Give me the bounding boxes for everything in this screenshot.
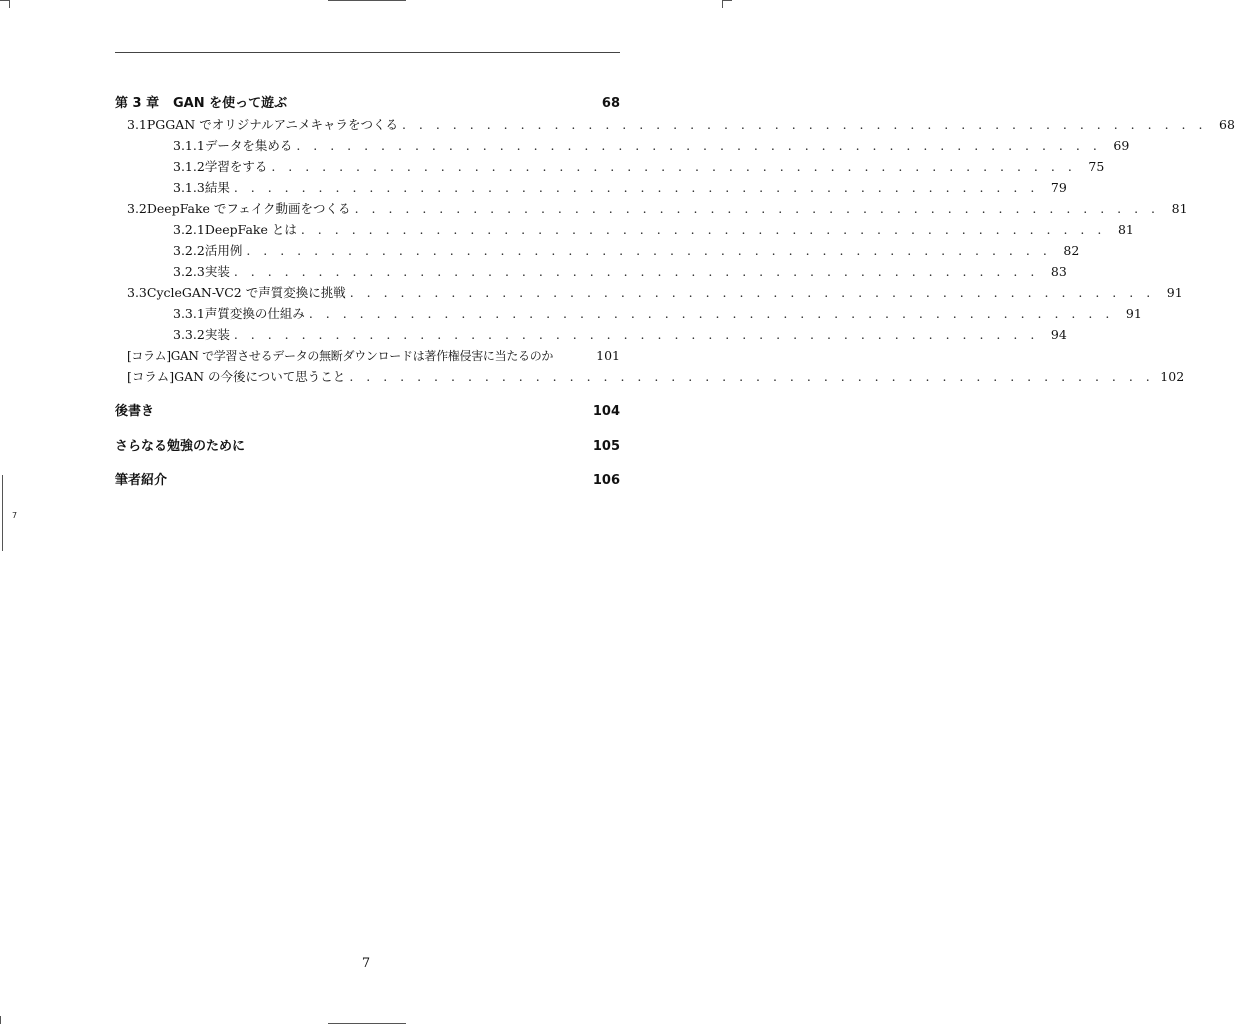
toc-subsection-3-2-1[interactable] (115, 220, 1134, 240)
section-number: 3.2 (127, 201, 147, 216)
subsection-page: 79 (1050, 180, 1067, 195)
subsection-number: 3.2.1 (173, 222, 205, 237)
toc-subsection-3-3-1[interactable] (115, 304, 1142, 324)
toc-section-3-2[interactable] (115, 199, 1188, 219)
leader-dots: . . . . . . . . . . . . . . . . . . . . . . . . . . . . . . . . . . . . . . . . . . . . . . . . (300, 222, 1106, 237)
leader-dots: . . . . . . . . . . . . . . . . . . . . . . . . . . . . . . . . . . . . . . . . . . . . . . . . (233, 180, 1039, 195)
toc-column-2[interactable] (115, 367, 1185, 387)
subsection-page: 69 (1113, 138, 1130, 153)
crop-mark-top-right-v (722, 0, 723, 8)
section-page: 81 (1171, 201, 1188, 216)
leader-dots: . . . . . . . . . . . . . . . . . . . . . . . . . . . . . . . . . . . . . . . . . . . . . . . . (308, 306, 1114, 321)
back-matter-title: 後書き (115, 404, 155, 419)
leader-dots: . . . . . . . . . . . . . . . . . . . . . . . . . . . . . . . . . . . . . . . . . . . . . . . . (354, 201, 1160, 216)
subsection-title: DeepFake とは (204, 222, 297, 237)
crop-mark-bottom-left (0, 1016, 1, 1024)
toc-chapter-3[interactable] (115, 94, 620, 114)
toc-subsection-3-1-1[interactable] (115, 136, 1130, 156)
toc-subsection-3-1-2[interactable] (115, 157, 1105, 177)
leader-dots: . . . . . . . . . . . . . . . . . . . . . . . . . . . . . . . . . . . . . . . . . . . . . . . . (296, 138, 1102, 153)
crop-mark-top-center (328, 0, 406, 1)
subsection-page: 91 (1125, 306, 1142, 321)
subsection-page: 82 (1063, 243, 1080, 258)
header-rule (115, 52, 620, 53)
subsection-number: 3.3.1 (173, 306, 205, 321)
section-number: 3.1 (127, 117, 147, 132)
chapter-page: 68 (601, 96, 620, 111)
section-title: PGGAN でオリジナルアニメキャラをつくる (146, 117, 398, 132)
subsection-title: 学習をする (204, 159, 268, 174)
subsection-number: 3.2.2 (173, 243, 205, 258)
footer-page-number: 7 (361, 956, 371, 971)
crop-mark-top-right (722, 0, 732, 1)
subsection-page: 83 (1050, 264, 1067, 279)
section-number: 3.3 (127, 285, 147, 300)
toc-further-reading[interactable] (115, 437, 620, 457)
subsection-number: 3.1.2 (173, 159, 205, 174)
chapter-number: 第 3 章 (115, 96, 160, 111)
back-matter-page: 106 (592, 473, 620, 488)
leader-dots: . . . . . . . . . . . . . . . . . . . . . . . . . . . . . . . . . . . . . . . . . . . . . . . . (349, 285, 1155, 300)
subsection-number: 3.1.1 (173, 138, 205, 153)
subsection-number: 3.3.2 (173, 327, 205, 342)
toc-afterword[interactable] (115, 402, 620, 422)
toc-column-1[interactable] (115, 346, 620, 366)
toc-section-3-3[interactable] (115, 283, 1183, 303)
toc-subsection-3-1-3[interactable] (115, 178, 1067, 198)
leader-dots: . . . . . . . . . . . . . . . . . . . . . . . . . . . . . . . . . . . . . . . . . . . . . . . . (271, 159, 1077, 174)
back-matter-title: さらなる勉強のために (115, 439, 246, 454)
column-page: 101 (596, 348, 620, 363)
subsection-title: 活用例 (204, 243, 243, 258)
subsection-title: 実装 (204, 264, 230, 279)
leader-dots: . . . . . . . . . . . . . . . . . . . . . . . . . . . . . . . . . . . . . . . . . . . . . . . . (246, 243, 1052, 258)
section-page: 68 (1219, 117, 1235, 132)
column-title: [コラム]GAN の今後について思うこと (127, 369, 346, 384)
chapter-title: GAN を使って遊ぶ (173, 96, 288, 111)
column-title: [コラム]GAN で学習させるデータの無断ダウンロードは著作権侵害に当たるのか (127, 349, 554, 363)
leader-dots: . . . . . . . . . . . . . . . . . . . . . . . . . . . . . . . . . . . . . . . . . . . . . . . . (401, 117, 1207, 132)
subsection-page: 94 (1050, 327, 1067, 342)
back-matter-title: 筆者紹介 (115, 473, 168, 488)
leader-dots: . . . . . . . . . . . . . . . . . . . . . . . . . . . . . . . . . . . . . . . . . . . . . . . . (233, 264, 1039, 279)
crop-mark-top-left-v (9, 0, 10, 8)
subsection-title: 実装 (204, 327, 230, 342)
section-title: CycleGAN-VC2 で声質変換に挑戦 (146, 285, 346, 300)
subsection-number: 3.1.3 (173, 180, 205, 195)
toc-subsection-3-2-2[interactable] (115, 241, 1080, 261)
side-page-number: 7 (12, 511, 18, 520)
back-matter-page: 105 (592, 439, 620, 454)
back-matter-page: 104 (592, 404, 620, 419)
subsection-title: 結果 (204, 180, 230, 195)
subsection-title: データを集める (204, 138, 293, 153)
subsection-number: 3.2.3 (173, 264, 205, 279)
toc-subsection-3-2-3[interactable] (115, 262, 1067, 282)
subsection-title: 声質変換の仕組み (204, 306, 305, 321)
leader-dots: . . . . . . . . . . . . . . . . . . . . . . . . . . . . . . . . . . . . . . . . . . . . . . . . (233, 327, 1039, 342)
subsection-page: 81 (1117, 222, 1134, 237)
leader-dots: . . . . . . . . . . . . . . . . . . . . . . . . . . . . . . . . . . . . . . . . . . . . . . . . (349, 369, 1155, 384)
column-page: 102 (1160, 369, 1185, 384)
toc-section-3-1[interactable] (115, 115, 1235, 135)
toc-author-profile[interactable] (115, 471, 620, 491)
subsection-page: 75 (1088, 159, 1105, 174)
section-title: DeepFake でフェイク動画をつくる (146, 201, 351, 216)
section-page: 91 (1166, 285, 1183, 300)
toc-subsection-3-3-2[interactable] (115, 325, 1067, 345)
crop-mark-left-middle (2, 475, 3, 551)
